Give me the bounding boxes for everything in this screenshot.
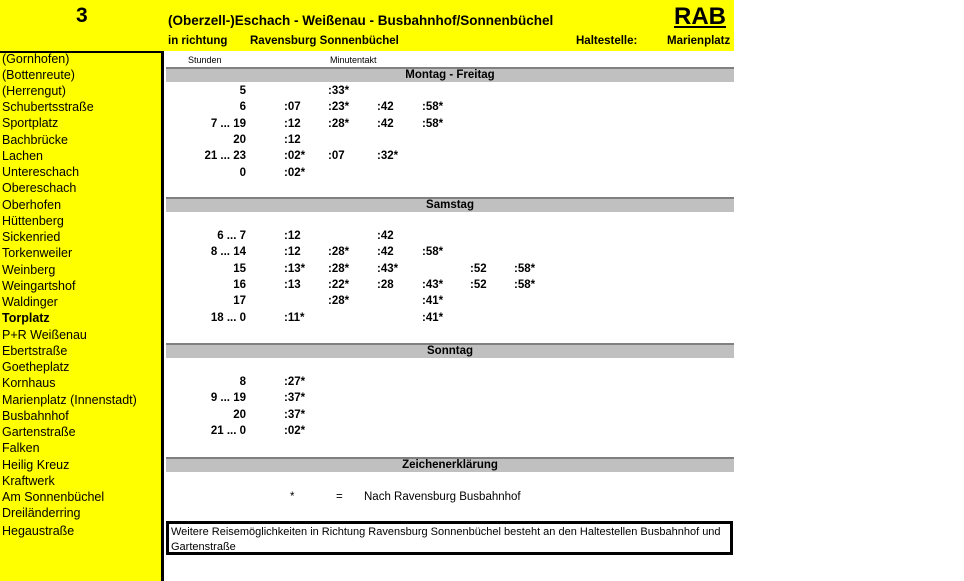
hours-column-header: Stunden (188, 55, 222, 65)
direction-value: Ravensburg Sonnenbüchel (250, 35, 399, 47)
hour-cell: 7 ... 19 (210, 117, 246, 130)
hour-cell: 0 (239, 166, 246, 179)
minute-cell: :32* (377, 150, 399, 163)
minute-cell: :33* (328, 85, 350, 97)
stop-item: Kraftwerk (2, 474, 55, 488)
stop-item: Kornhaus (2, 376, 56, 390)
section-band: Montag - Freitag (166, 67, 734, 82)
hour-cell: 15 (233, 262, 246, 275)
stop-item: Weingartshof (2, 279, 76, 293)
stop-item: Waldinger (2, 295, 58, 309)
minute-cell: :13 (284, 278, 301, 291)
stop-item: Heilig Kreuz (2, 458, 70, 472)
notice-box: Weitere Reisemöglichkeiten in Richtung Ravensburg Sonnenbüchel besteht an den Haltestellen Busbahnhof und Gartenstraße (166, 521, 733, 555)
stop-item: Lachen (2, 149, 44, 163)
hour-cell: 9 ... 19 (210, 392, 246, 405)
operator-logo: RAB (674, 3, 726, 30)
minute-cell: :37* (284, 392, 306, 405)
hour-cell: 20 (233, 133, 246, 146)
stop-item: Marienplatz (Innenstadt) (2, 393, 137, 407)
minute-cell: :42 (377, 101, 394, 114)
minute-cell: :11* (284, 311, 305, 324)
stop-item: Untereschach (2, 165, 80, 179)
line-number: 3 (76, 4, 88, 27)
section-band: Samstag (166, 197, 734, 212)
hour-cell: 6 (239, 101, 246, 114)
minute-cell: :28* (328, 295, 350, 308)
minutes-column-header: Minutentakt (330, 55, 377, 65)
stop-item: Sickenried (2, 230, 61, 244)
minute-cell: :58* (514, 262, 536, 275)
stop-item: Obereschach (2, 181, 77, 195)
stop-item: Sportplatz (2, 116, 59, 130)
stop-item: (Herrengut) (2, 84, 66, 98)
minute-cell: :28* (328, 246, 350, 259)
minute-cell: :42 (377, 230, 394, 242)
minute-cell: :41* (422, 295, 444, 308)
legend-symbol: * (290, 491, 295, 503)
minute-cell: :02* (284, 424, 306, 437)
stop-item: Hegaustraße (2, 524, 75, 538)
hour-cell: 8 (239, 376, 246, 388)
minute-cell: :07 (284, 101, 301, 114)
stop-item: Falken (2, 441, 40, 455)
minute-cell: :28* (328, 117, 350, 130)
stop-item: (Gornhofen) (2, 52, 70, 66)
minute-cell: :12 (284, 230, 301, 242)
stop-item: Ebertstraße (2, 344, 68, 358)
minute-cell: :12 (284, 117, 301, 130)
stop-item: P+R Weißenau (2, 328, 87, 342)
minute-cell: :58* (422, 101, 444, 114)
minute-cell: :37* (284, 408, 306, 421)
hour-cell: 8 ... 14 (210, 246, 246, 259)
hour-cell: 5 (239, 85, 246, 97)
legend-band: Zeichenerklärung (166, 457, 734, 472)
minute-cell: :12 (284, 133, 301, 146)
direction-label: in richtung (168, 35, 228, 47)
minute-cell: :02* (284, 166, 306, 179)
stop-item: Weinberg (2, 263, 56, 277)
hour-cell: 6 ... 7 (217, 230, 246, 242)
stop-item: Goetheplatz (2, 360, 70, 374)
stop-item: Torplatz (2, 311, 50, 325)
route-title: (Oberzell-)Eschach - Weißenau - Busbahnhof/Sonnenbüchel (168, 13, 554, 28)
hour-cell: 16 (233, 278, 246, 291)
stop-item: Oberhofen (2, 198, 62, 212)
stop-item: Am Sonnenbüchel (2, 490, 105, 504)
minute-cell: :58* (422, 246, 444, 259)
minute-cell: :43* (377, 262, 399, 275)
legend-meaning: Nach Ravensburg Busbahnhof (364, 491, 521, 503)
stop-item: Dreiländerring (2, 506, 81, 520)
stop-item: Gartenstraße (2, 425, 76, 439)
stop-item: Busbahnhof (2, 409, 69, 423)
stop-item: Bachbrücke (2, 133, 69, 147)
minute-cell: :41* (422, 311, 444, 324)
stop-item: Torkenweiler (2, 246, 73, 260)
hour-cell: 20 (233, 408, 246, 421)
stop-label: Haltestelle: (576, 35, 638, 47)
stop-item: (Bottenreute) (2, 68, 75, 82)
hour-cell: 18 ... 0 (210, 311, 246, 324)
minute-cell: :13* (284, 262, 306, 275)
hour-cell: 21 ... 0 (210, 424, 246, 437)
stop-value: Marienplatz (667, 35, 731, 47)
minute-cell: :07 (328, 150, 345, 163)
minute-cell: :02* (284, 150, 306, 163)
minute-cell: :23* (328, 101, 350, 114)
minute-cell: :28* (328, 262, 350, 275)
legend-equals: = (336, 491, 343, 503)
minute-cell: :28 (377, 278, 394, 291)
minute-cell: :22* (328, 278, 350, 291)
minute-cell: :52 (470, 262, 487, 275)
section-band: Sonntag (166, 343, 734, 358)
minute-cell: :42 (377, 246, 394, 259)
stop-item: Hüttenberg (2, 214, 64, 228)
minute-cell: :27* (284, 376, 306, 388)
stop-item: Schubertsstraße (2, 100, 94, 114)
minute-cell: :43* (422, 278, 444, 291)
minute-cell: :12 (284, 246, 301, 259)
minute-cell: :52 (470, 278, 487, 291)
hour-cell: 21 ... 23 (204, 150, 246, 163)
minute-cell: :58* (514, 278, 536, 291)
hour-cell: 17 (233, 295, 246, 308)
minute-cell: :58* (422, 117, 444, 130)
minute-cell: :42 (377, 117, 394, 130)
